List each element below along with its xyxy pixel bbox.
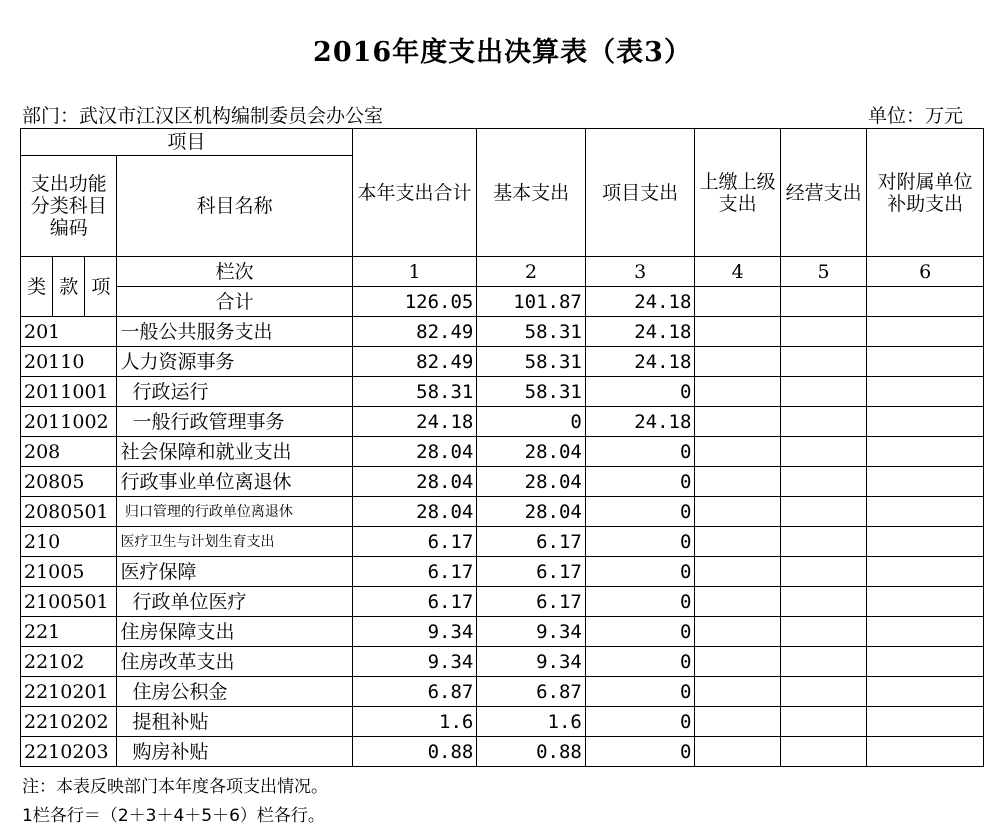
row-total: 9.34 bbox=[352, 617, 477, 647]
row-subsidy bbox=[867, 557, 984, 587]
row-subject-name: 行政运行 bbox=[117, 377, 352, 407]
row-business bbox=[780, 617, 866, 647]
unit-label: 单位：万元 bbox=[868, 105, 964, 127]
row-subject-name: 一般公共服务支出 bbox=[117, 317, 352, 347]
row-business bbox=[780, 557, 866, 587]
department-label: 部门：武汉市江汉区机构编制委员会办公室 bbox=[22, 105, 384, 127]
row-subsidy bbox=[867, 647, 984, 677]
row-subsidy bbox=[867, 407, 984, 437]
table-row bbox=[21, 557, 984, 587]
row-upper bbox=[695, 497, 780, 527]
row-subject-name: 行政单位医疗 bbox=[117, 587, 352, 617]
row-upper bbox=[695, 377, 780, 407]
col-num-6: 6 bbox=[867, 257, 984, 287]
total-sum: 126.05 bbox=[352, 287, 477, 317]
row-upper bbox=[695, 587, 780, 617]
row-subsidy bbox=[867, 317, 984, 347]
table-row bbox=[21, 407, 984, 437]
row-upper bbox=[695, 677, 780, 707]
row-code: 21005 bbox=[21, 557, 117, 587]
row-project: 24.18 bbox=[585, 347, 695, 377]
table-row bbox=[21, 737, 984, 767]
row-code: 20110 bbox=[21, 347, 117, 377]
header-total: 本年支出合计 bbox=[352, 129, 477, 257]
row-upper bbox=[695, 467, 780, 497]
row-business bbox=[780, 527, 866, 557]
total-label: 合计 bbox=[117, 287, 352, 317]
row-business bbox=[780, 677, 866, 707]
row-project: 24.18 bbox=[585, 407, 695, 437]
row-code: 221 bbox=[21, 617, 117, 647]
row-subject-name: 社会保障和就业支出 bbox=[117, 437, 352, 467]
row-subject-name: 住房改革支出 bbox=[117, 647, 352, 677]
row-subsidy bbox=[867, 677, 984, 707]
table-row bbox=[21, 497, 984, 527]
row-project: 0 bbox=[585, 677, 695, 707]
col-num-1: 1 bbox=[352, 257, 477, 287]
row-project: 0 bbox=[585, 467, 695, 497]
row-total: 58.31 bbox=[352, 377, 477, 407]
row-project: 0 bbox=[585, 437, 695, 467]
row-code: 201 bbox=[21, 317, 117, 347]
row-subject-name: 医疗保障 bbox=[117, 557, 352, 587]
total-subsidy bbox=[867, 287, 984, 317]
row-subject-name: 购房补贴 bbox=[117, 737, 352, 767]
page-title: 2016年度支出决算表（表3） bbox=[313, 37, 692, 68]
row-total: 28.04 bbox=[352, 467, 477, 497]
row-upper bbox=[695, 557, 780, 587]
total-project: 24.18 bbox=[585, 287, 695, 317]
row-subsidy bbox=[867, 707, 984, 737]
row-business bbox=[780, 647, 866, 677]
row-basic: 6.17 bbox=[477, 527, 586, 557]
note-description: 注：本表反映部门本年度各项支出情况。 bbox=[22, 777, 328, 797]
row-project: 24.18 bbox=[585, 317, 695, 347]
row-subsidy bbox=[867, 437, 984, 467]
table-row bbox=[21, 617, 984, 647]
row-project: 0 bbox=[585, 527, 695, 557]
row-basic: 0 bbox=[477, 407, 586, 437]
row-business bbox=[780, 347, 866, 377]
row-total: 24.18 bbox=[352, 407, 477, 437]
row-subsidy bbox=[867, 587, 984, 617]
total-business bbox=[780, 287, 866, 317]
col-num-4: 4 bbox=[695, 257, 780, 287]
row-total: 6.17 bbox=[352, 587, 477, 617]
table-row bbox=[21, 707, 984, 737]
table-row bbox=[21, 677, 984, 707]
header-basic: 基本支出 bbox=[477, 129, 586, 257]
row-code: 2011001 bbox=[21, 377, 117, 407]
row-subject-name: 行政事业单位离退休 bbox=[117, 467, 352, 497]
row-basic: 58.31 bbox=[477, 377, 586, 407]
row-basic: 6.87 bbox=[477, 677, 586, 707]
row-upper bbox=[695, 317, 780, 347]
row-project: 0 bbox=[585, 497, 695, 527]
row-code: 20805 bbox=[21, 467, 117, 497]
total-upper bbox=[695, 287, 780, 317]
row-basic: 58.31 bbox=[477, 347, 586, 377]
header-subsidy: 对附属单位补助支出 bbox=[867, 129, 984, 257]
note-formula: 1栏各行＝（2＋3＋4＋5＋6）栏各行。 bbox=[22, 806, 325, 826]
table-row bbox=[21, 347, 984, 377]
header-item: 项目 bbox=[21, 129, 353, 156]
row-basic: 6.17 bbox=[477, 557, 586, 587]
row-upper bbox=[695, 347, 780, 377]
row-project: 0 bbox=[585, 617, 695, 647]
row-project: 0 bbox=[585, 707, 695, 737]
row-total: 0.88 bbox=[352, 737, 477, 767]
row-basic: 0.88 bbox=[477, 737, 586, 767]
row-basic: 58.31 bbox=[477, 317, 586, 347]
row-total: 28.04 bbox=[352, 497, 477, 527]
row-project: 0 bbox=[585, 377, 695, 407]
table-row bbox=[21, 467, 984, 497]
row-upper bbox=[695, 737, 780, 767]
row-business bbox=[780, 377, 866, 407]
row-project: 0 bbox=[585, 647, 695, 677]
header-lanci: 栏次 bbox=[117, 257, 352, 287]
row-upper bbox=[695, 407, 780, 437]
row-business bbox=[780, 737, 866, 767]
row-basic: 28.04 bbox=[477, 437, 586, 467]
row-total: 28.04 bbox=[352, 437, 477, 467]
row-code: 2210201 bbox=[21, 677, 117, 707]
row-subject-name: 医疗卫生与计划生育支出 bbox=[117, 527, 352, 557]
row-code: 2100501 bbox=[21, 587, 117, 617]
row-total: 6.17 bbox=[352, 557, 477, 587]
row-total: 6.87 bbox=[352, 677, 477, 707]
col-num-2: 2 bbox=[477, 257, 586, 287]
col-num-3: 3 bbox=[585, 257, 695, 287]
row-business bbox=[780, 497, 866, 527]
row-total: 82.49 bbox=[352, 347, 477, 377]
row-subsidy bbox=[867, 497, 984, 527]
row-subsidy bbox=[867, 737, 984, 767]
row-total: 82.49 bbox=[352, 317, 477, 347]
row-business bbox=[780, 707, 866, 737]
row-total: 9.34 bbox=[352, 647, 477, 677]
row-subject-name: 归口管理的行政单位离退休 bbox=[117, 497, 352, 527]
header-kuan: 款 bbox=[53, 257, 85, 317]
row-code: 210 bbox=[21, 527, 117, 557]
table-row bbox=[21, 317, 984, 347]
row-business bbox=[780, 587, 866, 617]
row-total: 1.6 bbox=[352, 707, 477, 737]
expenditure-table bbox=[20, 128, 984, 767]
row-total: 6.17 bbox=[352, 527, 477, 557]
row-business bbox=[780, 467, 866, 497]
row-subsidy bbox=[867, 527, 984, 557]
header-xiang: 项 bbox=[85, 257, 117, 317]
row-subject-name: 一般行政管理事务 bbox=[117, 407, 352, 437]
row-basic: 9.34 bbox=[477, 647, 586, 677]
row-subsidy bbox=[867, 347, 984, 377]
row-code: 208 bbox=[21, 437, 117, 467]
row-project: 0 bbox=[585, 737, 695, 767]
row-basic: 9.34 bbox=[477, 617, 586, 647]
header-upper: 上缴上级支出 bbox=[695, 129, 780, 257]
row-upper bbox=[695, 647, 780, 677]
row-project: 0 bbox=[585, 587, 695, 617]
row-subject-name: 住房公积金 bbox=[117, 677, 352, 707]
row-subsidy bbox=[867, 377, 984, 407]
header-func-code: 支出功能分类科目编码 bbox=[21, 156, 117, 257]
header-project: 项目支出 bbox=[585, 129, 695, 257]
row-business bbox=[780, 407, 866, 437]
col-num-5: 5 bbox=[780, 257, 866, 287]
row-subsidy bbox=[867, 467, 984, 497]
row-code: 2210202 bbox=[21, 707, 117, 737]
row-subject-name: 人力资源事务 bbox=[117, 347, 352, 377]
table-row bbox=[21, 587, 984, 617]
row-basic: 1.6 bbox=[477, 707, 586, 737]
table-row bbox=[21, 377, 984, 407]
header-subject-name: 科目名称 bbox=[117, 156, 352, 257]
row-code: 22102 bbox=[21, 647, 117, 677]
row-project: 0 bbox=[585, 557, 695, 587]
row-upper bbox=[695, 707, 780, 737]
row-basic: 28.04 bbox=[477, 467, 586, 497]
row-upper bbox=[695, 617, 780, 647]
row-business bbox=[780, 437, 866, 467]
row-subject-name: 提租补贴 bbox=[117, 707, 352, 737]
row-basic: 6.17 bbox=[477, 587, 586, 617]
total-basic: 101.87 bbox=[477, 287, 586, 317]
row-upper bbox=[695, 437, 780, 467]
header-lei: 类 bbox=[21, 257, 53, 317]
table-row bbox=[21, 647, 984, 677]
row-subsidy bbox=[867, 617, 984, 647]
row-upper bbox=[695, 527, 780, 557]
row-code: 2080501 bbox=[21, 497, 117, 527]
row-business bbox=[780, 317, 866, 347]
table-row bbox=[21, 437, 984, 467]
table-row bbox=[21, 527, 984, 557]
row-basic: 28.04 bbox=[477, 497, 586, 527]
header-business: 经营支出 bbox=[780, 129, 866, 257]
row-code: 2011002 bbox=[21, 407, 117, 437]
row-code: 2210203 bbox=[21, 737, 117, 767]
row-subject-name: 住房保障支出 bbox=[117, 617, 352, 647]
